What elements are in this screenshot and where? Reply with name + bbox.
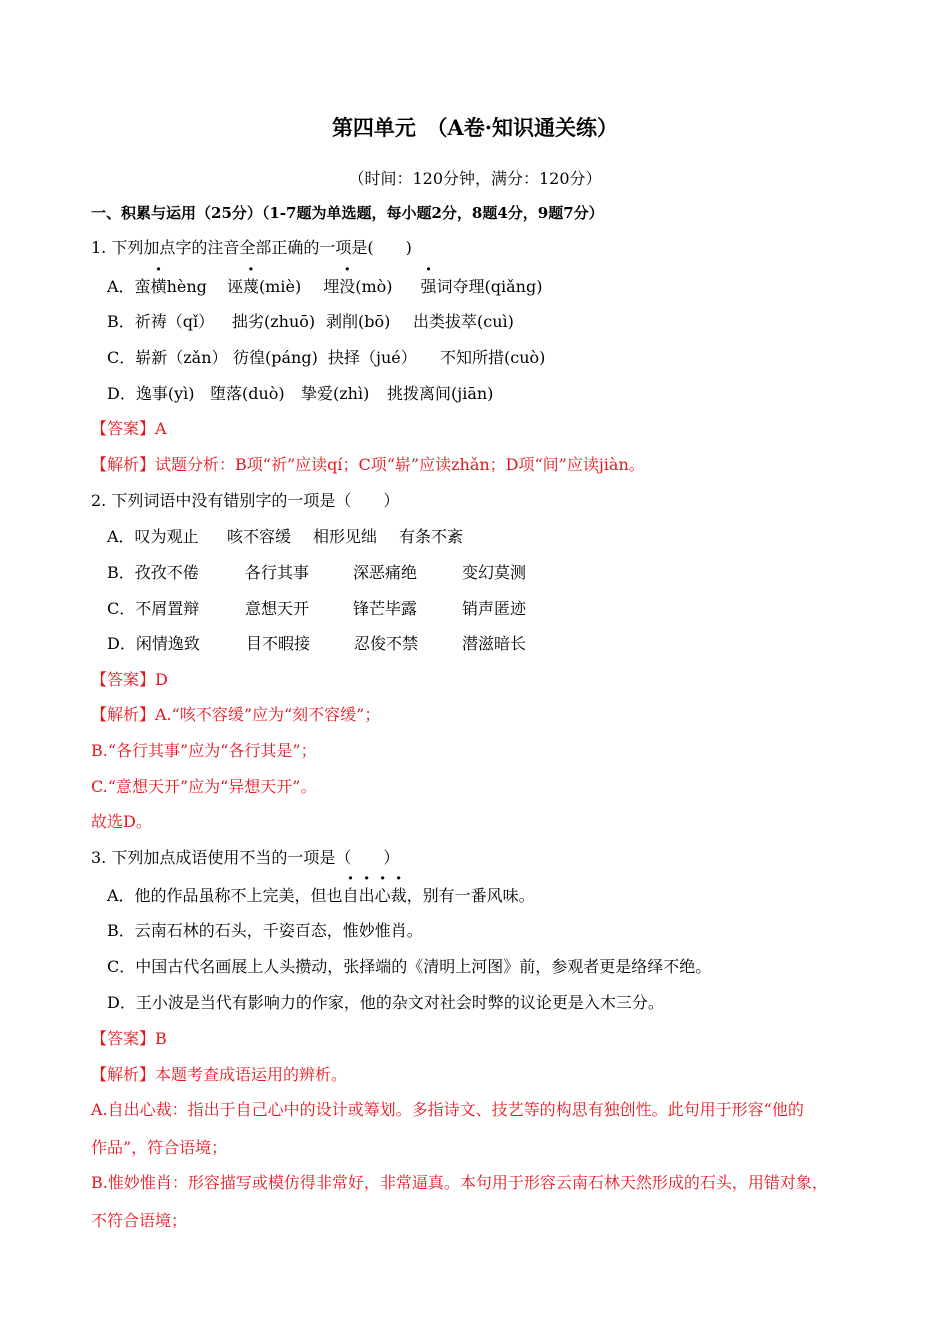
option-text: 目不暇接 bbox=[246, 634, 311, 653]
question-3-explanation-b-cont: 不符合语境； bbox=[91, 1211, 188, 1230]
option-text: 埋 bbox=[323, 277, 340, 296]
question-2-analysis-b: B.“各行其事”应为“各行其是”； bbox=[91, 741, 317, 760]
dotted-char: 出 bbox=[358, 886, 375, 905]
option-text: C．崭新（zǎn） bbox=[107, 348, 228, 367]
option-text: B．孜孜不倦 bbox=[107, 563, 199, 582]
option-text: 拙劣(zhuō) bbox=[232, 312, 316, 331]
dotted-char: 横 bbox=[150, 277, 167, 296]
question-3-answer: 【答案】B bbox=[91, 1029, 167, 1048]
option-text: 咳不容缓 bbox=[227, 527, 292, 546]
question-3-explanation-a-cont: 作品”，符合语境； bbox=[91, 1138, 228, 1157]
question-3-option-d: D．王小波是当代有影响力的作家，他的杂文对社会时弊的议论更是入木三分。 bbox=[107, 993, 664, 1012]
option-text: 相形见绌 bbox=[313, 527, 378, 546]
question-2-option-c bbox=[107, 598, 526, 620]
question-2-analysis-c: C.“意想天开”应为“异想天开”。 bbox=[91, 777, 317, 796]
option-text: hèng bbox=[166, 277, 207, 296]
question-3-analysis: 【解析】本题考查成语运用的辨析。 bbox=[91, 1065, 348, 1084]
option-text: 剥削(bō) bbox=[326, 312, 391, 331]
question-2-answer: 【答案】D bbox=[91, 670, 168, 689]
option-text: D．逸事(yì) bbox=[107, 384, 195, 403]
option-text: 意想天开 bbox=[245, 599, 310, 618]
dotted-char: 强 bbox=[420, 277, 437, 296]
option-text: 挑拨离间(jiān) bbox=[387, 384, 494, 403]
option-text: 抉择（jué） bbox=[328, 348, 417, 367]
option-text: 销声匿迹 bbox=[462, 599, 527, 618]
question-2-option-a bbox=[107, 526, 463, 548]
option-text: (mò) bbox=[355, 277, 393, 296]
option-text: C．不屑置辩 bbox=[107, 599, 200, 618]
question-1-option-c bbox=[107, 347, 545, 369]
question-2-option-b bbox=[107, 562, 526, 584]
option-text: 变幻莫测 bbox=[462, 563, 527, 582]
dotted-char: 没 bbox=[339, 277, 356, 296]
option-text: 有条不紊 bbox=[399, 527, 464, 546]
question-1-option-d bbox=[107, 383, 493, 405]
question-3-option-c: C．中国古代名画展上人头攒动，张择端的《清明上河图》前，参观者更是络绎不绝。 bbox=[107, 957, 712, 976]
dotted-char: 裁 bbox=[390, 886, 407, 905]
option-text: 挚爱(zhì) bbox=[301, 384, 370, 403]
section-heading: 一、积累与运用（25分）（1-7题为单选题，每小题2分，8题4分，9题7分） bbox=[91, 204, 604, 222]
question-3-option-b: B．云南石林的石头，千姿百态，惟妙惟肖。 bbox=[107, 921, 423, 940]
option-text: 彷徨(páng) bbox=[233, 348, 318, 367]
page-title: 第四单元 （A卷·知识通关练） bbox=[331, 115, 619, 140]
option-text: ，别有一番风味。 bbox=[406, 886, 535, 905]
option-text: 出类拔萃(cuì) bbox=[413, 312, 514, 331]
option-text: A．他的作品虽称不上完美，但也 bbox=[107, 886, 343, 905]
question-1-option-b bbox=[107, 311, 514, 333]
question-3-stem: 3. 下列加点成语使用不当的一项是（ ） bbox=[91, 848, 400, 867]
dotted-char: 蔑 bbox=[242, 277, 259, 296]
option-text: 各行其事 bbox=[245, 563, 310, 582]
question-1-stem: 1. 下列加点字的注音全部正确的一项是( ) bbox=[91, 238, 412, 257]
question-3-explanation-b: B.惟妙惟肖：形容描写或模仿得非常好，非常逼真。本句用于形容云南石林天然形成的石头，用错对象， bbox=[91, 1173, 828, 1192]
question-3-explanation-a: A.自出心裁：指出于自己心中的设计或筹划。多指诗文、技艺等的构思有独创性。此句用于形容“他的 bbox=[91, 1100, 804, 1119]
dotted-char: 心 bbox=[374, 886, 391, 905]
question-1-analysis: 【解析】试题分析：B项“祈”应读qí；C项“崭”应读zhǎn；D项“间”应读jiàn。 bbox=[91, 455, 645, 474]
option-text: 潜滋暗长 bbox=[462, 634, 527, 653]
option-text: D．闲情逸致 bbox=[107, 634, 200, 653]
option-text: 忍俊不禁 bbox=[354, 634, 419, 653]
option-text: 堕落(duò) bbox=[210, 384, 285, 403]
question-2-stem: 2. 下列词语中没有错别字的一项是（ ） bbox=[91, 491, 400, 510]
option-text: 深恶痛绝 bbox=[353, 563, 418, 582]
option-text: 词夺理(qiǎng) bbox=[436, 277, 543, 296]
option-text: A．蛮 bbox=[107, 277, 151, 296]
exam-time-info: （时间：120分钟，满分：120分） bbox=[348, 169, 602, 188]
option-text: B．祈祷（qǐ） bbox=[107, 312, 215, 331]
question-2-conclusion: 故选D。 bbox=[91, 812, 152, 831]
question-1-option-a bbox=[107, 276, 542, 298]
question-1-answer: 【答案】A bbox=[91, 419, 167, 438]
option-text: 锋芒毕露 bbox=[353, 599, 418, 618]
option-text: (miè) bbox=[258, 277, 302, 296]
question-3-option-a bbox=[107, 885, 535, 907]
option-text: 诬 bbox=[226, 277, 243, 296]
option-text: 不知所措(cuò) bbox=[440, 348, 546, 367]
question-2-analysis: 【解析】A.“咳不容缓”应为“刻不容缓”； bbox=[91, 705, 381, 724]
question-2-option-d bbox=[107, 633, 526, 655]
option-text: A．叹为观止 bbox=[107, 527, 199, 546]
dotted-char: 自 bbox=[342, 886, 359, 905]
